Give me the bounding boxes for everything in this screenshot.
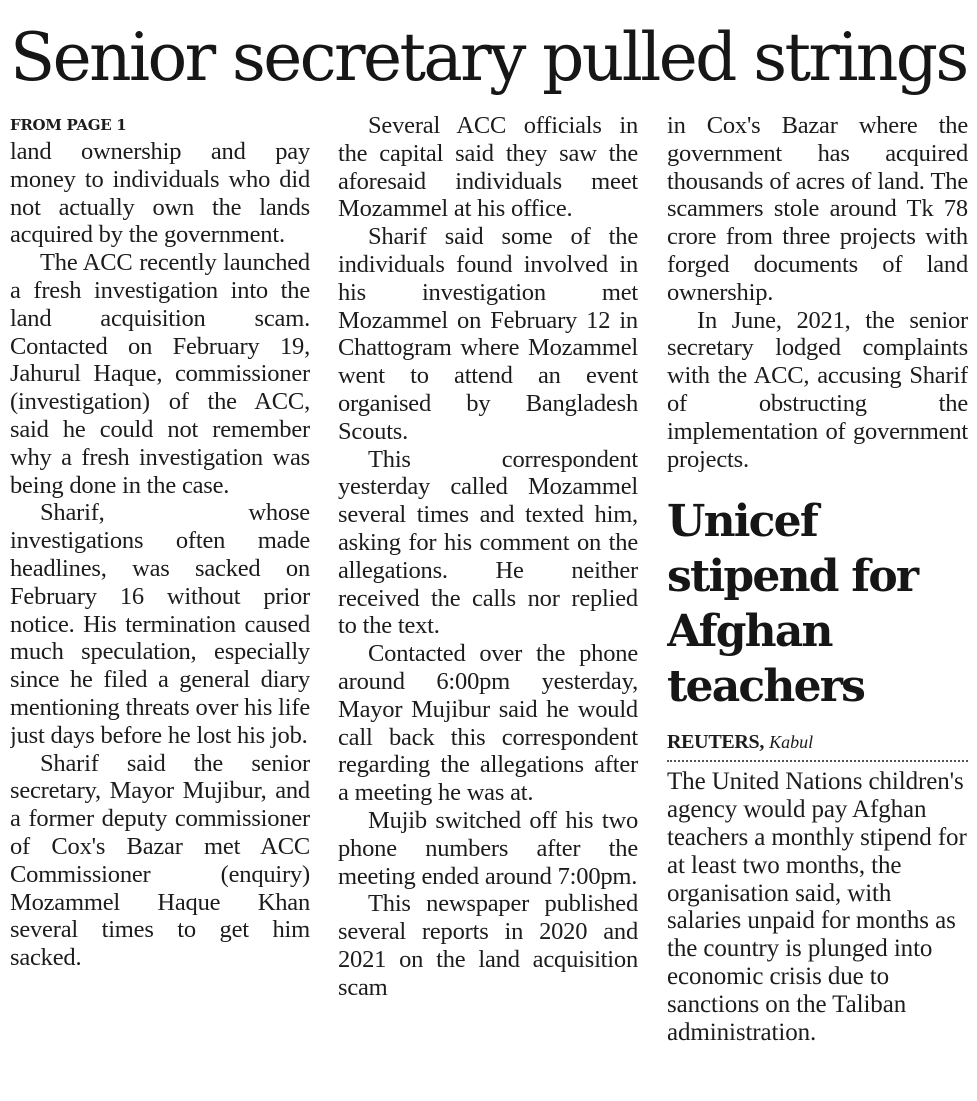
side-story-body: The United Nations children's agency would pay Afghan teachers a monthly stipend for at least two months, the organisation said, with salaries unpaid for months as the country is plunged into economic crisis due to sanctions on the Taliban administration.	[667, 768, 967, 1046]
dotted-divider	[667, 760, 968, 762]
body-paragraph: Several ACC officials in the capital said they saw the aforesaid individuals meet Mozammel at his office.	[338, 112, 638, 223]
body-paragraph: This correspondent yesterday called Mozammel several times and texted him, asking for his comment on the allegations. He neither received the calls nor replied to the text.	[338, 445, 638, 640]
body-paragraph: Sharif, whose investigations often made headlines, was sacked on February 16 without prior notice. His termination caused much speculation, especially since he filed a general diary mentioning threats over his life just days before he lost his job.	[10, 499, 310, 749]
body-paragraph: Sharif said some of the individuals found involved in his investigation met Mozammel on February 12 in Chattogram where Mozammel went to attend an event organised by Bangladesh Scouts.	[338, 223, 638, 445]
column-3	[667, 112, 968, 1046]
body-paragraph: In June, 2021, the senior secretary lodged complaints with the ACC, accusing Sharif of obstructing the implementation of government projects.	[667, 306, 968, 473]
body-paragraph: This newspaper published several reports in 2020 and 2021 on the land acquisition scam	[338, 890, 638, 1001]
body-paragraph: in Cox's Bazar where the government has acquired thousands of acres of land. The scammers stole around Tk 78 crore from three projects with forged documents of land ownership.	[667, 112, 968, 306]
byline-dateline: Kabul	[769, 732, 814, 753]
column-1	[10, 112, 310, 972]
byline-agency: REUTERS,	[667, 731, 765, 754]
byline	[667, 730, 968, 754]
side-story-headline: Unicef stipend for Afghan teachers	[667, 496, 918, 713]
body-paragraph: The ACC recently launched a fresh investigation into the land acquisition scam. Contacted on February 19, Jahurul Haque, commissioner (investigation) of the ACC, said he could not remember why a fresh investigation was being done in the case.	[10, 249, 310, 499]
from-page-kicker: FROM PAGE 1	[10, 116, 127, 134]
body-paragraph: Contacted over the phone around 6:00pm yesterday, Mayor Mujibur said he would call back this correspondent regarding the allegations after a meeting he was at.	[338, 640, 638, 807]
column-2	[338, 112, 638, 1002]
body-paragraph: Mujib switched off his two phone numbers after the meeting ended around 7:00pm.	[338, 806, 638, 890]
main-headline: Senior secretary pulled strings	[10, 19, 967, 96]
body-paragraph: land ownership and pay money to individuals who did not actually own the lands acquired by the government.	[10, 138, 310, 249]
body-paragraph: Sharif said the senior secretary, Mayor Mujibur, and a former deputy commissioner of Cox's Bazar met ACC Commissioner (enquiry) Mozammel Haque Khan several times to get him sacked.	[10, 749, 310, 972]
